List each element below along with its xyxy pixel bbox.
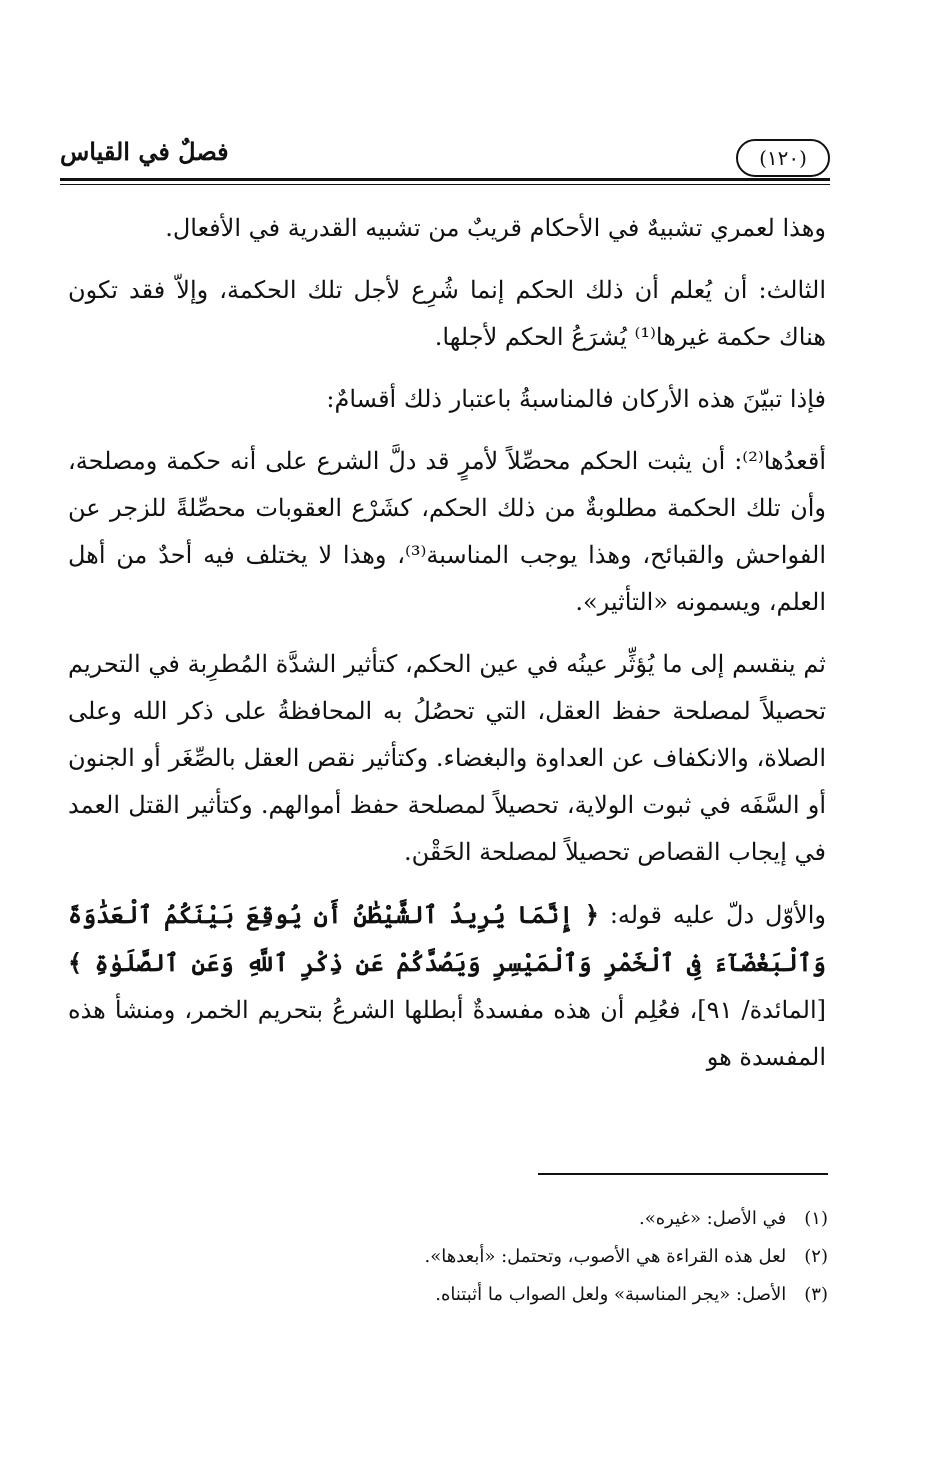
footnote-text: لعل هذه القراءة هي الأصوب، وتحتمل: «أبعدها».: [424, 1246, 787, 1267]
header-rule-thick: [60, 178, 830, 181]
paragraph-with-quran: [68, 891, 826, 1081]
footnote-text: الأصل: «يجر المناسبة» ولعل الصواب ما أثبتناه.: [435, 1284, 787, 1305]
footnote-number: (٣): [804, 1284, 828, 1305]
quran-verse: ﴿ إِنَّمَا يُرِيدُ ٱلشَّيْطَٰنُ أَن يُوقِعَ بَيْنَكُمُ ٱلْعَدَٰوَةَ وَٱلْبَغْضَآءَ فِى ٱلْخَمْرِ وَٱلْمَيْسِرِ وَيَصُدَّكُمْ عَن ذِكْرِ ٱللَّهِ وَعَنِ ٱلصَّلَوٰةِ ﴾: [68, 900, 826, 977]
footnote: [80, 1200, 828, 1238]
header-rule-thin: [60, 184, 830, 185]
main-text: [68, 205, 826, 1096]
footnote: [80, 1238, 828, 1276]
paragraph: وهذا لعمري تشبيهٌ في الأحكام قريبٌ من تشبيه القدرية في الأفعال.: [165, 214, 826, 242]
paragraph: فإذا تبيّنَ هذه الأركان فالمناسبةُ باعتبار ذلك أقسامٌ:: [326, 385, 826, 413]
paragraph: الثالث: أن يُعلم أن ذلك الحكم إنما شُرِع لأجل تلك الحكمة، وإلاّ فقد تكون هناك حكمة غيرها⁽¹⁾ يُشرَعُ الحكم لأجلها.: [68, 276, 826, 351]
paragraph: أقعدُها⁽²⁾: أن يثبت الحكم محصِّلاً لأمرٍ قد دلَّ الشرع على أنه حكمة ومصلحة، وأن تلك الحكمة مطلوبةٌ من ذلك الحكم، كشَرْع العقوبات محصِّلةً للزجر عن الفواحش والقبائح، وهذا يوجب المناسبة⁽³⁾، وهذا لا يختلف فيه أحدٌ من أهل العلم، ويسمونه «التأثير».: [68, 447, 826, 616]
footnote-text: في الأصل: «غيره».: [639, 1208, 787, 1229]
paragraph: ثم ينقسم إلى ما يُؤثِّر عينُه في عين الحكم، كتأثير الشدَّة المُطرِبة في التحريم تحصيلاً لمصلحة حفظ العقل، التي تحصُلُ به المحافظةُ على ذكر الله وعلى الصلاة، والانكفاف عن العداوة والبغضاء. وكتأثير نقص العقل بالصِّغَر أو الجنون أو السَّفَه في ثبوت الولاية، تحصيلاً لمصلحة حفظ أموالهم. وكتأثير القتل العمد في إيجاب القصاص تحصيلاً لمصلحة الحَقْن.: [68, 650, 826, 866]
footnote-number: (١): [804, 1208, 828, 1229]
footnote-separator: [538, 1173, 828, 1175]
paragraph-text: والأوّل دلّ عليه قوله:: [599, 901, 826, 929]
footnotes: [80, 1200, 828, 1314]
footnote-number: (٢): [804, 1246, 828, 1267]
paragraph-text: [المائدة/ ٩١]، فعُلِم أن هذه مفسدةٌ أبطلها الشرعُ بتحريم الخمر، ومنشأ هذه المفسدة هو: [68, 996, 826, 1071]
footnote: [80, 1276, 828, 1314]
running-title: فصلٌ في القياس: [60, 137, 229, 166]
page-number: (١٢٠): [736, 139, 830, 177]
